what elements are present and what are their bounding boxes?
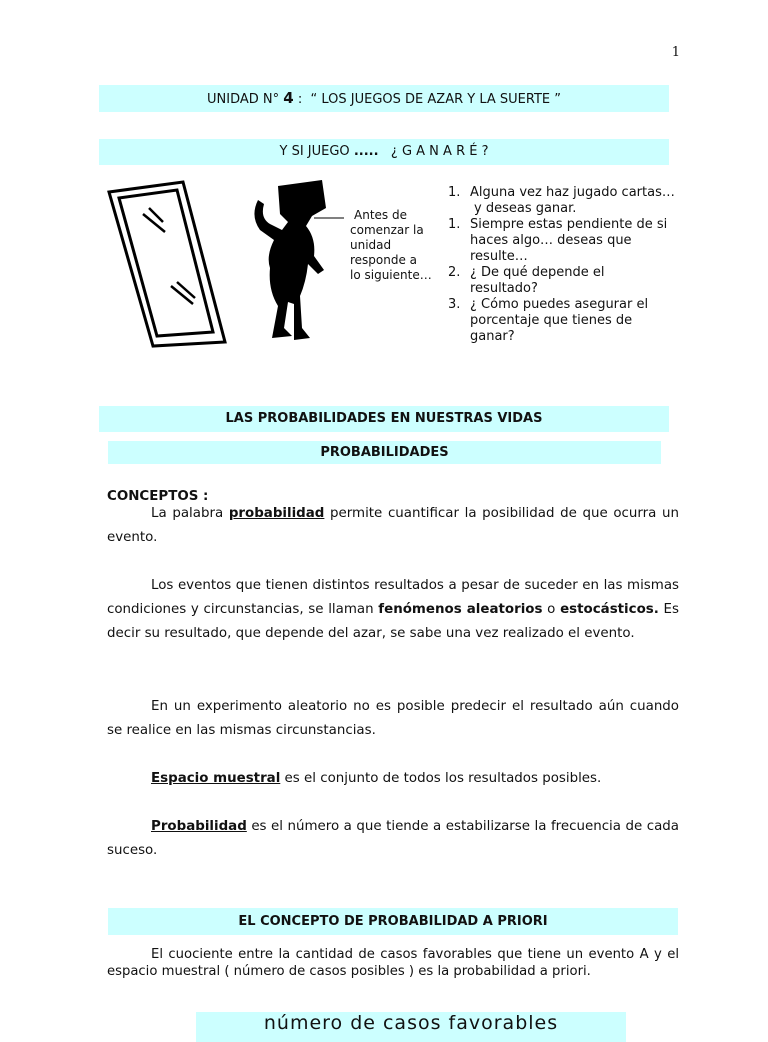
text: Los eventos que tienen distintos resultados a pesar de suceder en las mismas condiciones y circunstancias, se llaman [107,578,679,617]
paragraph-probabilidad [107,502,679,550]
list-item [446,185,676,201]
list-item [446,217,676,265]
callout-line: comenzar la [350,223,424,237]
text: La palabra [151,506,229,521]
list-item-text: y deseas ganar. [474,201,577,216]
paragraph-espacio-muestral [107,767,679,791]
unit-title: “ LOS JUEGOS DE AZAR Y LA SUERTE ” [310,92,561,107]
list-item-text: Alguna vez haz jugado cartas… [470,185,675,200]
question-dots: ..... [353,144,379,159]
section-title-a-priori: EL CONCEPTO DE PROBABILIDAD A PRIORI [108,908,678,935]
page-number: 1 [671,45,680,60]
question-text: ¿ G A N A R É ? [390,144,489,159]
term-fenomenos-aleatorios: fenómenos aleatorios [378,602,543,617]
term-estocasticos: estocásticos. [560,602,659,617]
paragraph-probabilidad-definicion [107,815,679,863]
list-item-number: 3. [448,297,461,312]
unit-number: 4 [283,89,294,107]
mirror-illustration [105,178,230,348]
list-item-number: 1. [448,217,461,232]
callout-line: responde a [350,253,418,267]
unit-prefix: UNIDAD N° [207,92,280,107]
list-item-text: Siempre estas pendiente de si haces algo… deseas que resulte… [470,217,668,264]
term-espacio-muestral: Espacio muestral [151,771,281,786]
term-probabilidad: probabilidad [228,506,325,521]
callout-line: Antes de [354,208,407,222]
text: o [542,602,561,617]
question-band [99,139,669,165]
term-probabilidad: Probabilidad [151,819,247,834]
list-item [446,201,676,217]
text: es el número a que tiende a estabilizarse la frecuencia de cada suceso. [107,819,679,858]
questions-list [446,185,676,345]
paragraph-experimento: En un experimento aleatorio no es posible predecir el resultado aún cuando se realice en las mismas circunstancias. [107,699,679,738]
paragraph-a-priori: El cuociente entre la cantidad de casos favorables que tiene un evento A y el espacio muestral ( número de casos posibles ) es la probabilidad a priori. [107,947,679,979]
section-title-probabilidades-vidas: LAS PROBABILIDADES EN NUESTRAS VIDAS [99,406,669,432]
list-item-text: ¿ De qué depende el resultado? [470,265,605,296]
list-item [446,297,676,345]
list-item-text: ¿ Cómo puedes asegurar el porcentaje que tienes de ganar? [470,297,649,344]
thinking-figure-illustration [244,178,344,346]
callout-line: lo siguiente… [350,268,432,282]
text: Es decir su resultado, que depende del azar, se sabe una vez realizado el evento. [107,602,679,641]
list-item-number: 2. [448,265,461,280]
list-item-number: 1. [448,185,461,200]
paragraph-eventos [107,574,679,646]
text: permite cuantificar la posibilidad de que ocurra un evento. [107,506,679,545]
formula-numerator: número de casos favorables [196,1012,626,1042]
text: es el conjunto de todos los resultados posibles. [280,771,602,786]
callout-line: unidad [350,238,392,252]
callout-text [350,208,446,283]
question-lead: Y SI JUEGO [279,144,350,159]
list-item [446,265,676,297]
section-title-probabilidades: PROBABILIDADES [108,441,661,464]
unit-title-band [99,85,669,112]
concepts-heading: CONCEPTOS : [107,489,209,504]
unit-separator: : [297,92,303,107]
